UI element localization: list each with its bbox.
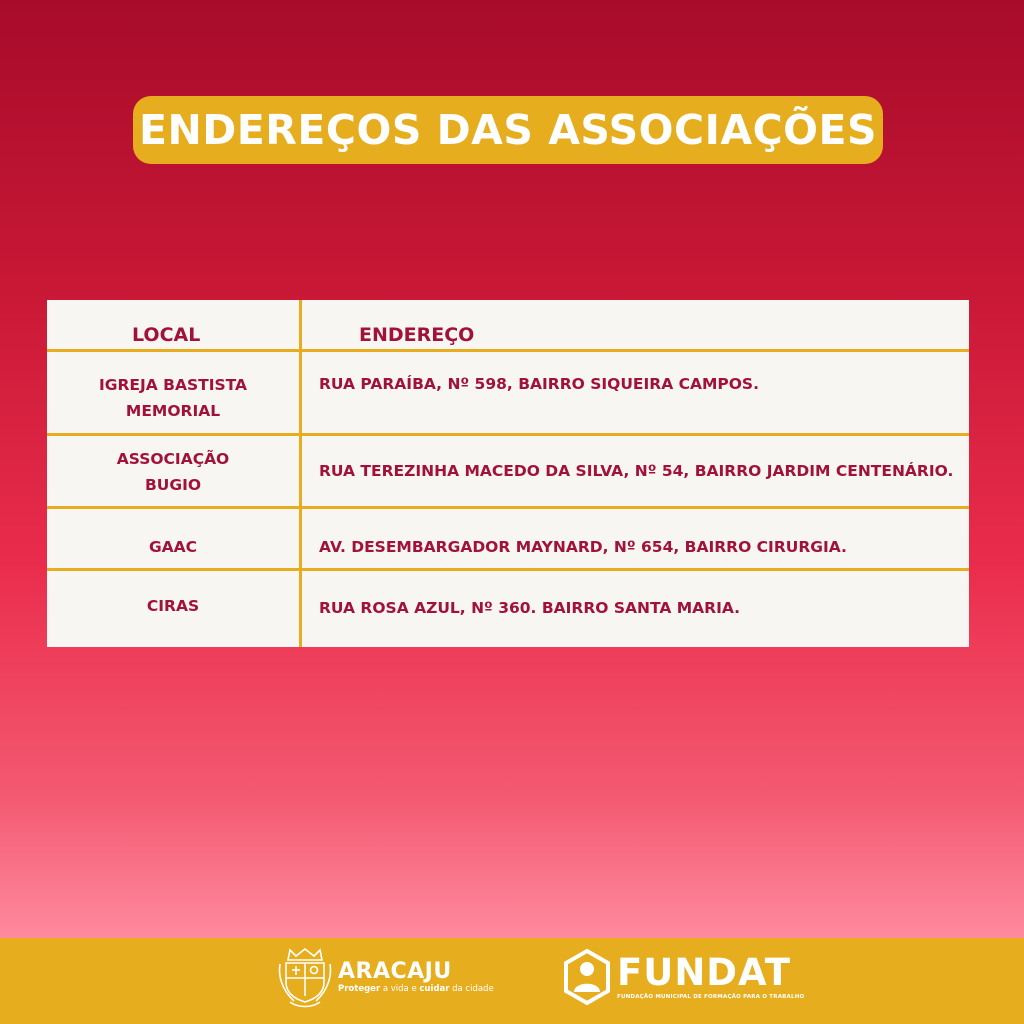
row-divider xyxy=(47,433,969,436)
table-row-address: RUA TEREZINHA MACEDO DA SILVA, Nº 54, BAIRRO JARDIM CENTENÁRIO. xyxy=(319,462,954,480)
fundat-name: FUNDAT xyxy=(617,951,791,994)
aracaju-name: ARACAJU xyxy=(338,958,452,984)
table-row-local xyxy=(47,372,299,424)
footer-bar xyxy=(0,938,1024,1024)
address-table xyxy=(47,300,969,647)
header-local: LOCAL xyxy=(132,324,201,346)
local-line: IGREJA BASTISTA xyxy=(98,376,247,394)
table-row-address: RUA PARAÍBA, Nº 598, BAIRRO SIQUEIRA CAMPOS. xyxy=(319,375,759,393)
header-address: ENDEREÇO xyxy=(359,324,475,346)
city-coat-of-arms-icon xyxy=(276,946,334,1008)
fundat-hexagon-person-icon xyxy=(562,948,612,1006)
fundat-logo xyxy=(562,948,804,1006)
table-row-local xyxy=(47,446,299,498)
fundat-subtitle: FUNDAÇÃO MUNICIPAL DE FORMAÇÃO PARA O TRABALHO xyxy=(617,994,805,1000)
table-row-local: GAAC xyxy=(148,538,198,556)
aracaju-logo xyxy=(276,946,494,1008)
column-divider xyxy=(299,300,302,647)
page-title: ENDEREÇOS DAS ASSOCIAÇÕES xyxy=(133,96,883,164)
local-line: MEMORIAL xyxy=(125,402,221,420)
row-divider xyxy=(47,568,969,571)
local-line: BUGIO xyxy=(144,476,202,494)
table-row-address: RUA ROSA AZUL, Nº 360. BAIRRO SANTA MARIA. xyxy=(319,599,741,617)
row-divider xyxy=(47,506,969,509)
local-line: ASSOCIAÇÃO xyxy=(116,450,230,468)
row-divider xyxy=(47,349,969,352)
aracaju-slogan: Proteger a vida e cuidar da cidade xyxy=(338,983,494,994)
table-row-address: AV. DESEMBARGADOR MAYNARD, Nº 654, BAIRRO CIRURGIA. xyxy=(319,538,847,556)
table-row-local: CIRAS xyxy=(146,597,200,615)
